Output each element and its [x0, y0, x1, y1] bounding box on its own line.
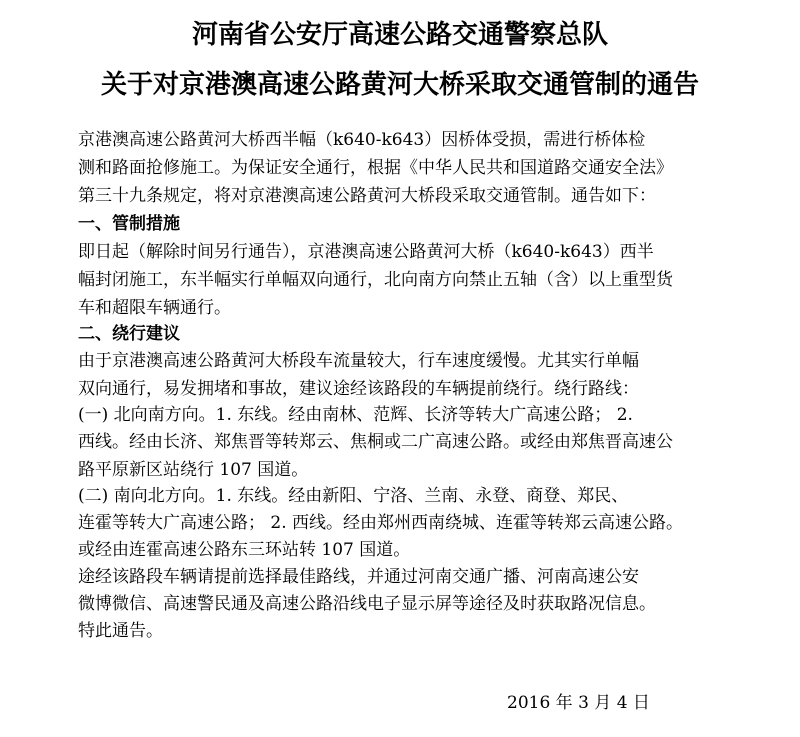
- closing-line-2: 微博微信、高速警民通及高速公路沿线电子显示屏等途径及时获取路况信息。: [78, 594, 656, 614]
- route-south-north-line-1: (二) 南向北方向。1. 东线。经由新阳、宁洛、兰南、永登、商登、郑民、: [78, 486, 629, 506]
- section-1-line-2: 幅封闭施工，东半幅实行单幅双向通行，北向南方向禁止五轴（含）以上重型货: [78, 270, 673, 290]
- section-1-heading: 一、管制措施: [78, 214, 180, 234]
- route-north-south-line-2: 西线。经由长济、郑焦晋等转郑云、焦桐或二广高速公路。或经由郑焦晋高速公: [78, 432, 673, 452]
- intro-line-1: 京港澳高速公路黄河大桥西半幅（k640-k643）因桥体受损，需进行桥体检: [78, 130, 646, 150]
- notice-date: 2016 年 3 月 4 日: [507, 693, 650, 713]
- section-1-line-3: 车和超限车辆通行。: [78, 298, 231, 318]
- intro-line-2: 测和路面抢修施工。为保证安全通行，根据《中华人民共和国道路交通安全法》: [78, 158, 673, 178]
- route-north-south-line-1: (一) 北向南方向。1. 东线。经由南林、范辉、长济等转大广高速公路； 2.: [78, 405, 633, 425]
- notice-title-subject: 关于对京港澳高速公路黄河大桥采取交通管制的通告: [100, 70, 699, 100]
- route-south-north-line-3: 或经由连霍高速公路东三环站转 107 国道。: [78, 540, 411, 560]
- section-2-line-1: 由于京港澳高速公路黄河大桥段车流量较大，行车速度缓慢。尤其实行单幅: [78, 351, 639, 371]
- section-2-line-2: 双向通行，易发拥堵和事故，建议途经该路段的车辆提前绕行。绕行路线：: [78, 379, 639, 399]
- intro-line-3: 第三十九条规定，将对京港澳高速公路黄河大桥段采取交通管制。通告如下：: [78, 186, 656, 206]
- section-2-heading: 二、绕行建议: [78, 324, 180, 344]
- closing-line-1: 途经该路段车辆请提前选择最佳路线，并通过河南交通广播、河南高速公安: [78, 567, 639, 587]
- closing-phrase: 特此通告。: [78, 621, 163, 641]
- notice-title-issuer: 河南省公安厅高速公路交通警察总队: [191, 20, 608, 50]
- route-north-south-line-3: 路平原新区站绕行 107 国道。: [78, 460, 309, 480]
- route-south-north-line-2: 连霍等转大广高速公路； 2. 西线。经由郑州西南绕城、连霍等转郑云高速公路。: [78, 513, 684, 533]
- section-1-line-1: 即日起（解除时间另行通告），京港澳高速公路黄河大桥（k640-k643）西半: [78, 242, 654, 262]
